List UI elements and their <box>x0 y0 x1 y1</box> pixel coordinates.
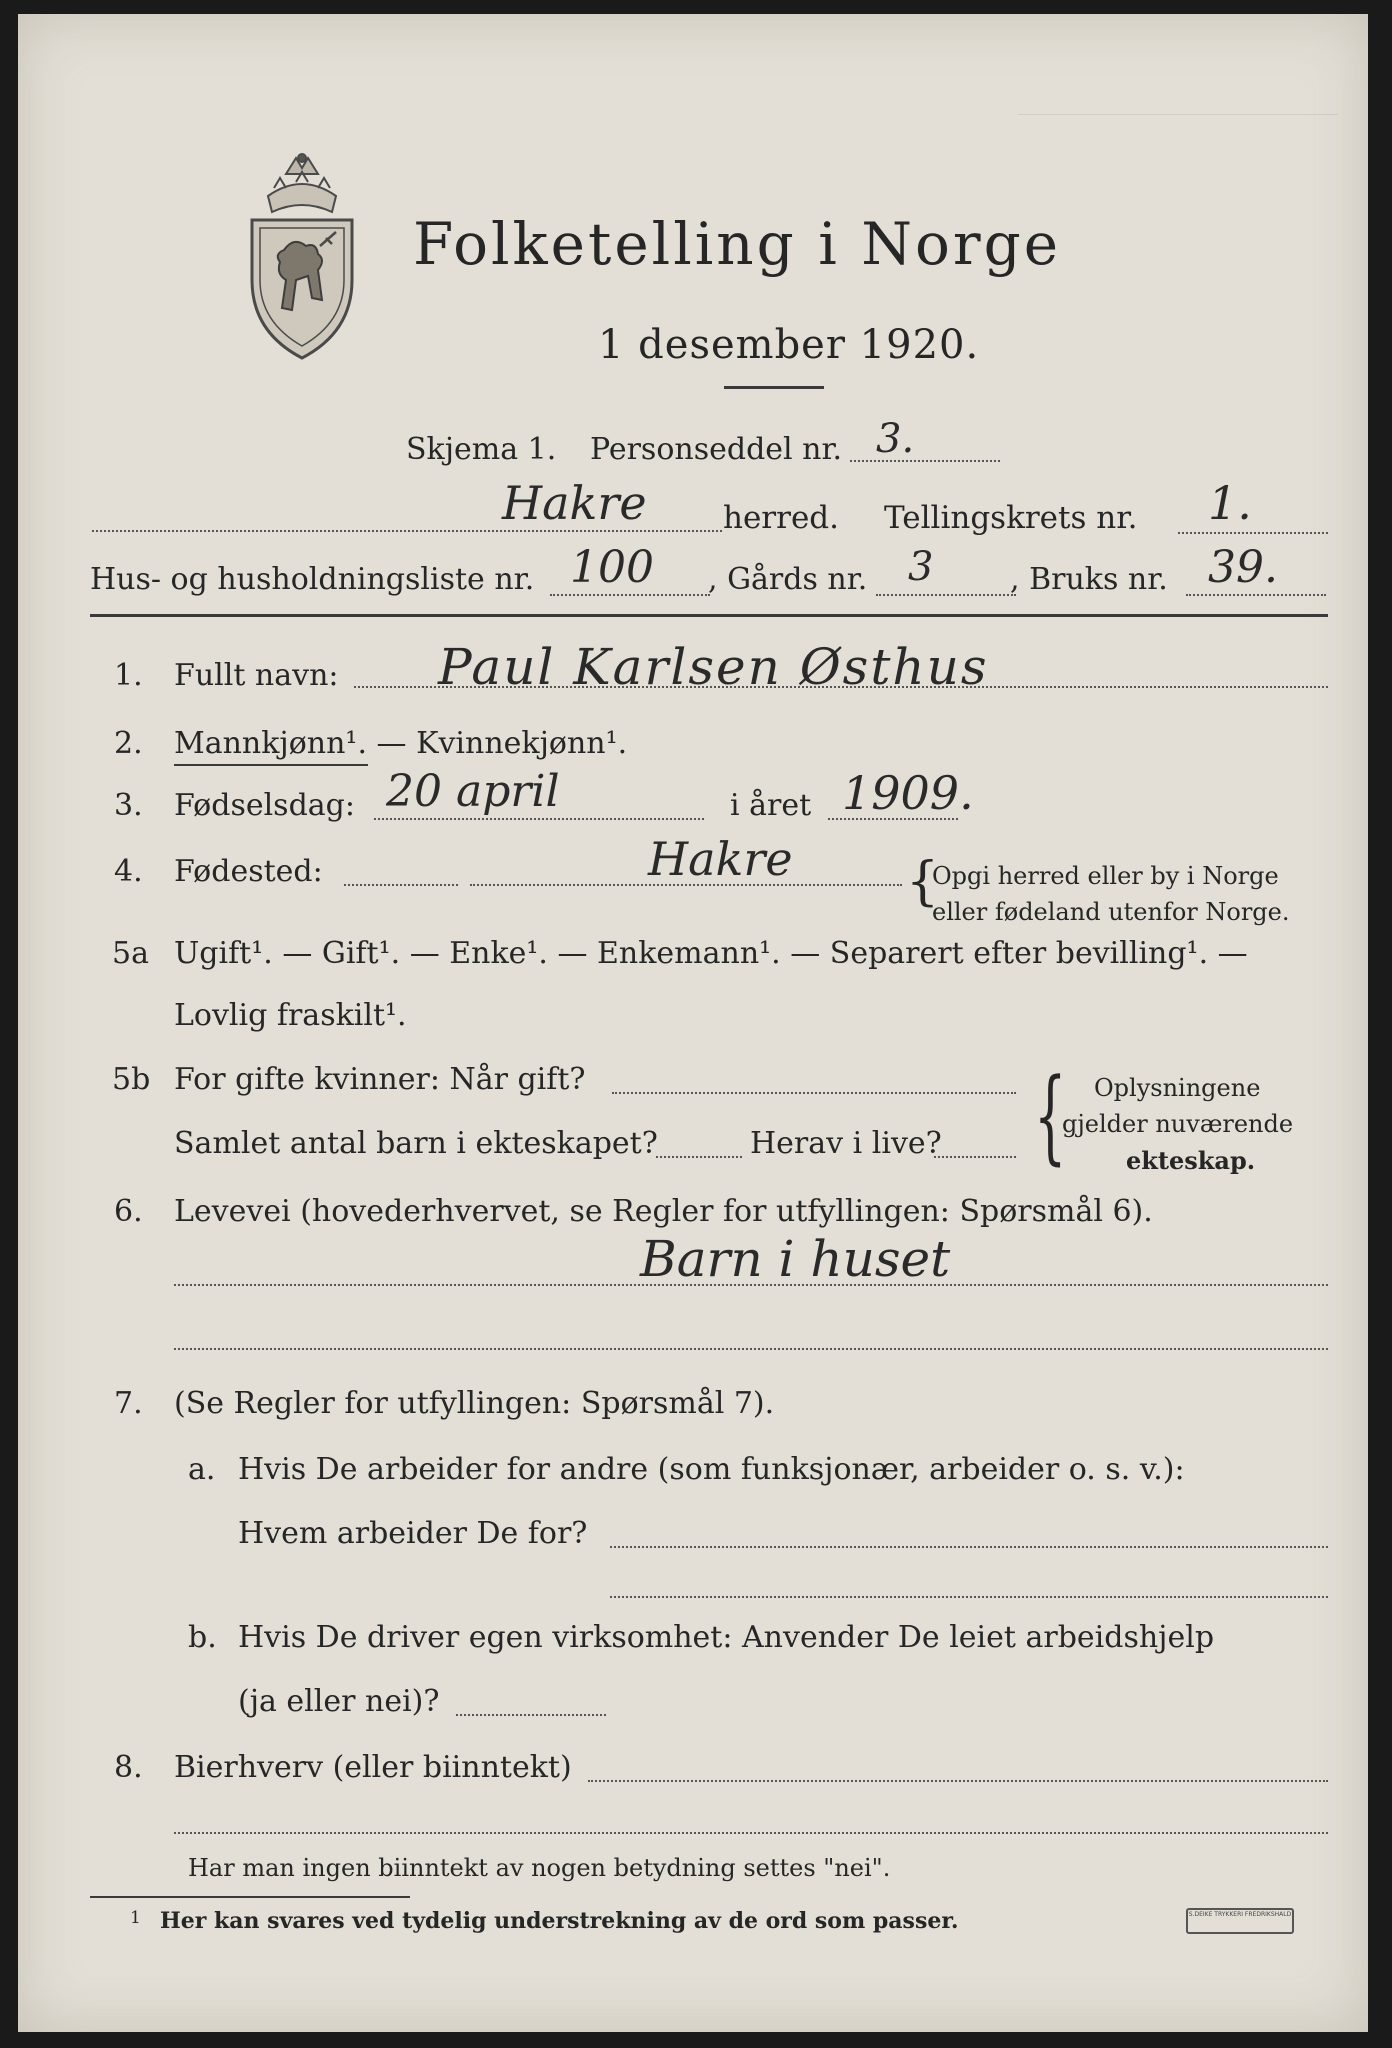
q5b-brace: { <box>1034 1057 1067 1176</box>
q5b-alive-label: Herav i live? <box>750 1126 942 1161</box>
q4-line-a <box>344 884 458 886</box>
q4-note-line2: eller fødeland utenfor Norge. <box>932 898 1290 926</box>
q6-label: Levevei (hovederhvervet, se Regler for utfyllingen: Spørsmål 6). <box>174 1194 1153 1229</box>
title-divider <box>724 386 824 389</box>
q5b-married-line[interactable] <box>612 1092 1016 1094</box>
q6-number: 6. <box>114 1194 143 1229</box>
q7a-letter: a. <box>188 1452 216 1487</box>
q2-number: 2. <box>114 726 143 761</box>
bruks-line <box>1186 594 1326 596</box>
q5b-note-line2: gjelder nuværende <box>1062 1110 1294 1138</box>
q6-line-2[interactable] <box>174 1348 1328 1350</box>
herred-line <box>92 530 722 532</box>
personseddel-line <box>850 460 1000 462</box>
q5b-note-line3: ekteskap. <box>1126 1146 1256 1175</box>
header-divider <box>90 614 1328 617</box>
printer-stamp: S.DEIKE TRYKKERI FREDRIKSHALD <box>1186 1908 1294 1934</box>
bleed-through-texture <box>1018 114 1338 415</box>
q3-birthday-line <box>374 818 704 820</box>
q5b-note-line1: Oplysningene <box>1094 1074 1261 1102</box>
q5a-number: 5a <box>112 936 149 971</box>
q7b-answer-line[interactable] <box>456 1714 606 1716</box>
tellingskrets-label: Tellingskrets nr. <box>884 500 1138 536</box>
q5b-children-label: Samlet antal barn i ekteskapet? <box>174 1126 658 1161</box>
q1-label: Fullt navn: <box>174 658 339 693</box>
gards-label: , Gårds nr. <box>708 562 868 597</box>
footnote-divider <box>90 1896 410 1898</box>
coat-of-arms-icon <box>246 150 358 362</box>
gards-value[interactable]: 3 <box>908 544 934 590</box>
q7b-line2: (ja eller nei)? <box>238 1684 440 1719</box>
q7a-line1: Hvis De arbeider for andre (som funksjonær, arbeider o. s. v.): <box>238 1452 1185 1487</box>
q8-line-2[interactable] <box>174 1832 1328 1834</box>
q1-number: 1. <box>114 658 143 693</box>
q8-label: Bierhverv (eller biinntekt) <box>174 1750 572 1785</box>
q5a-marital-options-cont[interactable]: Lovlig fraskilt¹. <box>174 998 407 1033</box>
q7a-extra-line[interactable] <box>610 1596 1328 1598</box>
census-form-page <box>18 14 1368 2032</box>
bruks-value[interactable]: 39. <box>1208 542 1278 593</box>
q4-number: 4. <box>114 854 143 889</box>
tellingskrets-line <box>1178 532 1328 534</box>
q4-label: Fødested: <box>174 854 323 889</box>
q3-label: Fødselsdag: <box>174 788 355 823</box>
q7a-line2: Hvem arbeider De for? <box>238 1516 588 1551</box>
skjema-label: Skjema 1. <box>406 432 557 467</box>
q3-birthday-value[interactable]: 20 april <box>386 766 560 817</box>
q1-fullname-value[interactable]: Paul Karlsen Østhus <box>438 638 989 696</box>
q5b-children-line[interactable] <box>656 1156 742 1158</box>
q4-birthplace-value[interactable]: Hakre <box>648 832 793 886</box>
gards-line <box>876 594 1016 596</box>
q7b-letter: b. <box>188 1620 217 1655</box>
husholdningsliste-label: Hus- og husholdningsliste nr. <box>90 562 535 597</box>
q4-brace: { <box>906 852 940 912</box>
q2-gender-options[interactable]: Mannkjønn¹. — Kvinnekjønn¹. <box>174 726 628 761</box>
q3-number: 3. <box>114 788 143 823</box>
q5b-number: 5b <box>112 1062 151 1097</box>
q8-note: Har man ingen biinntekt av nogen betydning settes "nei". <box>188 1854 891 1882</box>
q7-label: (Se Regler for utfyllingen: Spørsmål 7). <box>174 1386 775 1421</box>
herred-label: herred. <box>723 500 839 536</box>
q5b-married-label: For gifte kvinner: Når gift? <box>174 1062 586 1097</box>
q7a-employer-line[interactable] <box>610 1546 1328 1548</box>
q3-year-label: i året <box>730 788 812 823</box>
q7b-line1: Hvis De driver egen virksomhet: Anvender De leiet arbeidshjelp <box>238 1620 1215 1655</box>
q7-number: 7. <box>114 1386 143 1421</box>
footnote-mark: 1 <box>130 1908 141 1928</box>
q5b-alive-line[interactable] <box>934 1156 1016 1158</box>
tellingskrets-value[interactable]: 1. <box>1208 476 1252 530</box>
q2-mannkjonn-underline <box>174 764 368 766</box>
personseddel-value[interactable]: 3. <box>876 416 915 462</box>
q8-number: 8. <box>114 1750 143 1785</box>
husholdningsliste-line <box>550 594 710 596</box>
herred-value[interactable]: Hakre <box>502 476 647 530</box>
q5a-marital-options[interactable]: Ugift¹. — Gift¹. — Enke¹. — Enkemann¹. — Separert efter bevilling¹. — <box>174 936 1248 971</box>
q8-line-1[interactable] <box>588 1780 1328 1782</box>
q4-note-line1: Opgi herred eller by i Norge <box>932 862 1279 890</box>
footnote-text: Her kan svares ved tydelig understrekning av de ord som passer. <box>160 1908 959 1934</box>
q6-occupation-value[interactable]: Barn i huset <box>640 1230 951 1288</box>
husholdningsliste-value[interactable]: 100 <box>570 542 654 593</box>
form-title: Folketelling i Norge <box>413 210 1062 278</box>
personseddel-label: Personseddel nr. <box>590 432 843 467</box>
census-date: 1 desember 1920. <box>598 322 980 368</box>
q3-year-value[interactable]: 1909. <box>842 766 974 820</box>
bruks-label: , Bruks nr. <box>1010 562 1168 597</box>
